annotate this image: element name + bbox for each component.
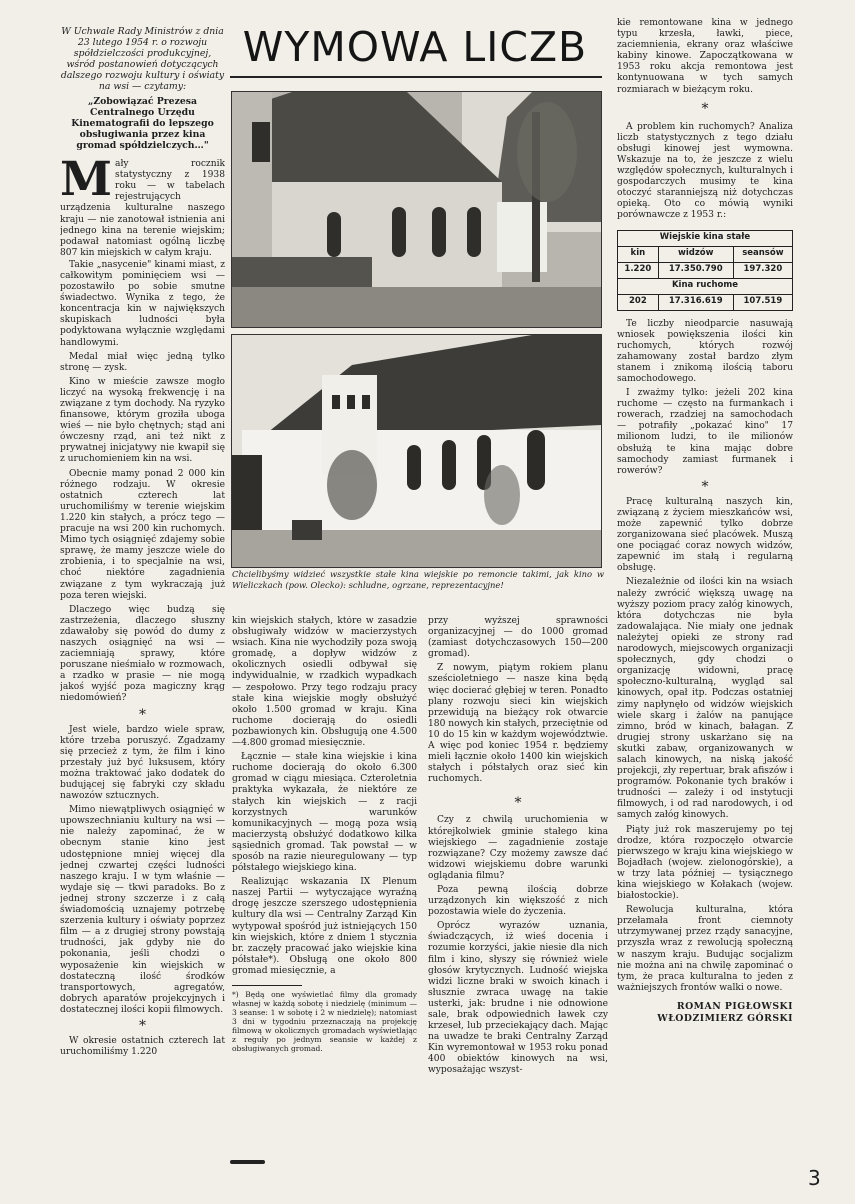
paragraph: Kino w mieście zawsze mogło liczyć na wysoką frekwencję i na związane z tym dochody. Na ryzyko finansowe, którym groziła uboga wieś — nie było chętnych; stąd ani ówczesny rząd, ani też nikt z prywatnej inicjatywy nie kwapił się z uruchomieniem kin na wsi.	[60, 376, 225, 465]
page-number: 3	[808, 1166, 821, 1190]
paragraph: Rewolucja kulturalna, która przełamała front ciemnoty utrzymywanej przez rządy sanacyjne, przyszła wraz z rewolucją społeczną w naszym kraju. Budując socjalizm nie można ani na chwilę zapominać o tym, że praca kulturalna to jeden z ważniejszych frontów walki o nowe.	[617, 905, 793, 993]
paragraph: Medal miał więc jedną tylko stronę — zysk.	[60, 351, 225, 373]
paragraph: kin wiejskich stałych, które w zasadzie obsługiwały widzów w macierzystych wsiach. Kina nie wychodziły poza swoją gromadę, a dopływ widzów z okolicznych osiedli odbywał się indywidualnie, w rzadkich wypadkach — zespołowo. Przy tego rodzaju pracy stałe kina wiejskie mogły obsłużyć około 1.500 gromad w kraju. Kina ruchome docierają do osiedli pozbawionych kin. Obsługują one 4.500—4.800 gromad miesięcznie.	[232, 616, 417, 749]
column-3	[428, 616, 608, 1176]
table-col-header: kin	[618, 246, 659, 262]
paragraph: Niezależnie od ilości kin na wsiach należy zwrócić większą uwagę na wyższy poziom pracy załóg kinowych, która dotychczas nie była zadowalająca. Nie miały one jednak należytej opieki ze strony rad narodowych, miejscowych organizacji społecznych, gdy chodzi o organizację widowni, pracę społeczno-kulturalną, wygląd sal kinowych, opał itp. Podczas ostatniej zimy napłynęło od widzów wiejskich wiele skarg i żalów na panujące zimno, bród w kinach, bałagan. Z drugiej strony uskarżano się na skutki zabaw, organizowanych w salach kinowych, na niską jakość projekcji, zły repertuar, brak afiszów i programów. Pokonanie tych braków i trudności — zależy i od instytucji filmowych, i od rad narodowych, i od samych załóg kinowych.	[617, 577, 793, 821]
section-star: *	[139, 706, 146, 723]
paragraph: I zważmy tylko: jeżeli 202 kina ruchome — często na furmankach i rowerach, rzadziej na samochodach — potrafiły „pokazać kino" 17 milionom ludzi, to ile milionów obsłużą te kina mając dobre samochody zamiast furmanek i rowerów?	[617, 388, 793, 476]
table-cell: 1.220	[618, 262, 659, 278]
author-2: WŁODZIMIERZ GÓRSKI	[657, 1012, 793, 1024]
paragraph: A problem kin ruchomych? Analiza liczb statystycznych z tego działu obsługi kinowej jest wymowna. Wskazuje na to, że jeszcze z wielu względów społecznych, kulturalnych i gospodarczych musimy te kina otoczyć staranniejszą niż dotychczas opieką. Oto co mówią wyniki porównawcze z 1953 r.:	[617, 121, 793, 221]
paragraph: Piąty już rok maszerujemy po tej drodze, która rozpoczęło otwarcie pierwszego w kraju kina wiejskiego w Bojadłach (wojew. zielonogórskie), a w trzy lata później — tysiącznego kina wiejskiego w Kołakach (wojew. białostockie).	[617, 824, 793, 902]
photo-illustration	[232, 335, 601, 567]
paragraph: Obecnie mamy ponad 2 000 kin różnego rodzaju. W okresie ostatnich czterech lat uruchomiliśmy w terenie wiejskim 1.220 kin stałych, a prócz tego — pracuje na wsi 200 kin ruchomych. Mimo tych osiągnięć zdajemy sobie sprawę, że mamy jeszcze wiele do zrobienia, i to specjalnie na wsi, choć niektóre zagadnienia związane z tym wykraczają już poza teren wiejski.	[60, 468, 225, 601]
section-star: *	[701, 100, 709, 117]
table-cell: 17.316.619	[658, 294, 733, 310]
paragraph: Czy z chwilą uruchomienia w którejkolwiek gminie stałego kina wiejskiego — zagadnienie zostaje rozwiązane? Czy możemy zawsze dać widzowi wiejskiemu dobre warunki oglądania filmu?	[428, 815, 608, 881]
photo-caption: Chcielibyśmy widzieć wszystkie stałe kina wiejskie po remoncie takimi, jak kino w Wieliczkach (pow. Olecko): schludne, ogrzane, reprezentacyjne!	[232, 569, 604, 590]
paragraph: przy wyższej sprawności organizacyjnej — do 1000 gromad (zamiast dotychczasowych 150—200 gromad).	[428, 616, 608, 660]
paragraph: kie remontowane kina w jednego typu krzesła, ławki, piece, zaciemnienia, ekrany oraz właściwe kabiny kinowe. Zapoczątkowana w 1953 roku akcja remontowa jest kontynuowana w tych samych rozmiarach w bieżącym roku.	[617, 18, 793, 95]
table-col-header: seansów	[733, 246, 792, 262]
paragraph: Łącznie — stałe kina wiejskie i kina ruchome docierają do około 6.300 gromad w ciągu miesiąca. Czteroletnia praktyka wykazała, że niektóre ze stałych kin wiejskich — z racji korzystnych warunków komunikacyjnych — mogą poza wsią macierzystą obsłużyć dodatkowo kilka sąsiednich gromad. Tak powstał — w sposób na razie nieuregulowany — typ półstałego wiejskiego kina.	[232, 752, 417, 874]
table-cell: 197.320	[733, 262, 792, 278]
column-4	[617, 18, 793, 1168]
photo-illustration	[232, 92, 601, 327]
column-2	[232, 616, 417, 1176]
column-1	[60, 26, 225, 1176]
paragraph: Dlaczego więc budzą się zastrzeżenia, dlaczego słuszny zdawałoby się powód do dumy z naszych osiągnięć na wsi — zaciemniają sprawy, które poruszane nieśmiało w rozmowach, a rzadko w prasie — nie mogą jakoś wyjść poza magiczny krąg niedomówień?	[60, 604, 225, 704]
table-cell: 202	[618, 294, 659, 310]
photo-renovated-cinema	[231, 334, 602, 568]
paragraph: Jest wiele, bardzo wiele spraw, które trzeba poruszyć. Zgadzamy się przecież z tym, że film i kino przestały już być luksusem, który można traktować jako dodatek do budującej się fabryki czy składu nawozów sztucznych.	[60, 724, 225, 802]
table-cell: 107.519	[733, 294, 792, 310]
paragraph: Oprócz wyrazów uznania, świadczących, iż wieś docenia i rozumie korzyści, jakie niesie dla nich film i kino, słyszy się również wiele głosów krytycznych. Ludność wiejska widzi liczne braki w swoich kinach i słusznie zwraca uwagę na takie usterki, jak: brudne i nie odnowione sale, brak odpowiednich ławek czy krzeseł, lub przeciekający dach. Mając na uwadze te braki Centralny Zarząd Kin wyremontował w 1953 roku ponad 400 obiektów kinowych na wsi, wyposażając wszyst-	[428, 921, 608, 1076]
table-cell: 17.350.790	[658, 262, 733, 278]
footnote: *) Będą one wyświetlać filmy dla gromady własnej w każdą sobotę i niedzielę (minimum — 3 seanse: 1 w sobotę i 2 w niedzielę); natomiast 3 dni w tygodniu przeznaczają na projekcję filmową w okolicznych gromadach wyświetlając z reguły po jednym seansie w każdej z obsługiwanych gromad.	[232, 990, 417, 1053]
paragraph: Te liczby nieodparcie nasuwają wniosek powiększenia ilości kin ruchomych, których rozwój zahamowany został bardzo złym stanem i znikomą ilością taboru samochodowego.	[617, 318, 793, 384]
paragraph: W okresie ostatnich czterech lat uruchomiliśmy 1.220	[60, 1035, 225, 1058]
statistics-table	[617, 230, 793, 311]
author-1: ROMAN PIGŁOWSKI	[676, 1000, 793, 1012]
intro-italic: W Uchwale Rady Ministrów z dnia 23 lutego 1954 r. o rozwoju spółdzielczości produkcyjnej, wśród postanowień dotyczących dalszego rozwoju kultury i oświaty na wsi — czytamy:	[60, 26, 225, 93]
paragraph: Pracę kulturalną naszych kin, związaną z życiem mieszkańców wsi, może zapewnić tylko dobrze zorganizowana sieć placówek. Muszą one pociągać coraz nowych widzów, zapewnić im stałą i regularną obsługę.	[617, 496, 793, 574]
drop-cap: M	[60, 152, 113, 208]
section-star: *	[514, 795, 522, 812]
paragraph: Takie „nasycenie" kinami miast, z całkowitym pominięciem wsi — pozostawiło po sobie smutne świadectwo. Wynika z tego, że koncentracja kin w największych skupiskach ludności była podyktowana wyłącznie względami handlowymi.	[60, 259, 225, 348]
table-header-fixed-cinemas: Wiejskie kina stałe	[618, 230, 793, 246]
bottom-smudge	[230, 1160, 265, 1164]
intro-bold-quote: „Zobowiązać Prezesa Centralnego Urzędu Kinematografii do lepszego obsługiwania przez kina gromad spółdzielczych…"	[71, 95, 214, 151]
footnote-rule	[232, 985, 302, 986]
paragraph: Poza pewną ilością dobrze urządzonych kin większość z nich pozostawia wiele do życzenia.	[428, 884, 608, 918]
section-star: *	[139, 1017, 146, 1034]
article-title: WYMOWA LICZB	[242, 23, 588, 71]
lead-paragraph: Mały rocznik statystyczny z 1938 roku — w tabelach rejestrujących urządzenia kulturalne naszego kraju — nie zanotował istnienia ani jednego kina na terenie wiejskim; podawał natomiast ogólną liczbę 807 kin miejskich w całym kraju.	[60, 152, 225, 258]
table-header-mobile-cinemas: Kina ruchome	[618, 278, 793, 294]
photo-old-building	[231, 91, 602, 328]
paragraph: Z nowym, piątym rokiem planu sześcioletniego — nasze kina będą więc docierać głębiej w teren. Ponadto plany rozwoju sieci kin wiejskich przewidują na bieżący rok otwarcie 180 nowych kin stałych, przeciętnie od 10 do 15 kin w każdym województwie. A więc pod koniec 1954 r. będziemy mieli łącznie około 1400 kin wiejskich stałych i półstałych oraz sieć kin ruchomych.	[428, 663, 608, 785]
paragraph: Mimo niewątpliwych osiągnięć w upowszechnianiu kultury na wsi — nie należy zapominać, że w obecnym stanie kino jest udostępnione mniej więcej dla jednej czwartej części ludności naszego kraju. I w tym właśnie — wydaje się — tkwi paradoks. Bo z jednej strony szczerze i z całą świadomością uznajemy potrzebę szerzenia kultury i oświaty poprzez film — a z drugiej strony powstają trudności, jak gdyby nie do pokonania, jeśli chodzi o wyposażenie kin wiejskich w dostateczną ilość środków transportowych, agregatów, dobrych aparatów projekcyjnych i dostatecznej ilości kopii filmowych.	[60, 805, 225, 1015]
title-rule	[230, 76, 602, 78]
table-col-header: widzów	[658, 246, 733, 262]
paragraph: Realizując wskazania IX Plenum naszej Partii — wytyczające wyraźną drogę jeszcze szerszego udostępnienia kultury dla wsi — Centralny Zarząd Kin wytypował spośród już istniejących 150 kin wiejskich, które z dniem 1 stycznia br. zaczęły pracować jako wiejskie kina półstałe*). Obsługą one około 800 gromad miesięcznie, a	[232, 877, 417, 976]
section-star: *	[701, 478, 709, 495]
